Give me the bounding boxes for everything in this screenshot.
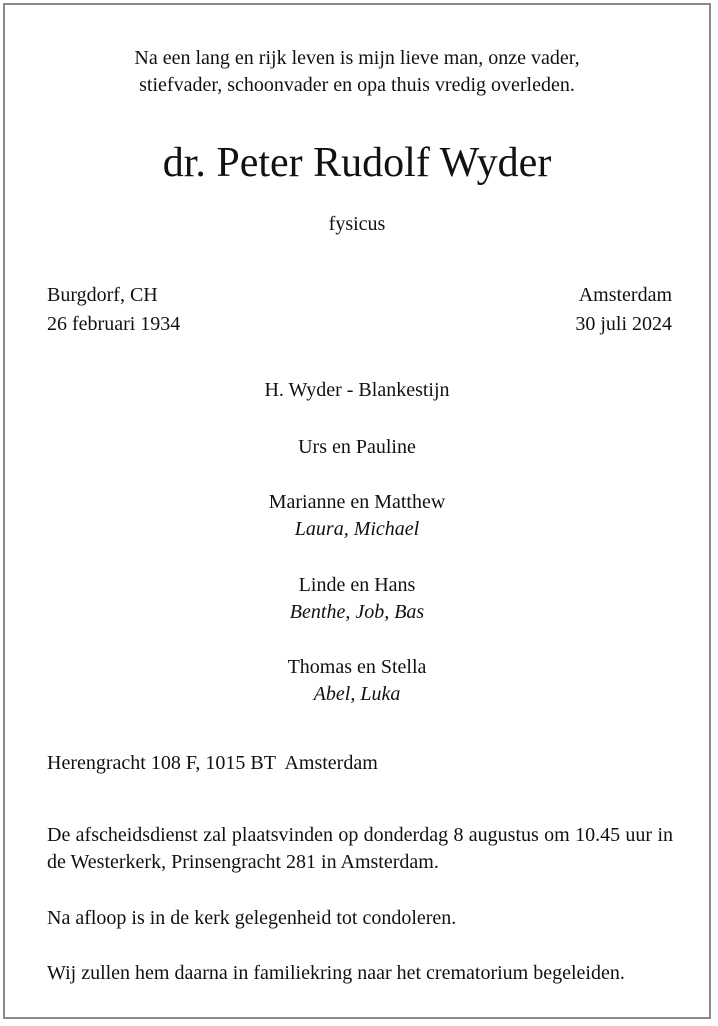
- family-grandchildren: Laura, Michael: [294, 518, 420, 540]
- family-names: Thomas en Stella: [287, 656, 427, 678]
- family-grandchildren: Benthe, Job, Bas: [289, 601, 425, 623]
- death-place: Amsterdam: [578, 284, 672, 306]
- family-grandchildren: Abel, Luka: [313, 683, 401, 705]
- service-details: De afscheidsdienst zal plaatsvinden op donderdag 8 augustus om 10.45 uur in de Westerkerk, Prinsengracht 281 in Amsterdam.: [47, 824, 673, 873]
- death-notice-card: [3, 3, 711, 1019]
- intro-line-2: stiefvader, schoonvader en opa thuis vredig overleden.: [139, 74, 575, 96]
- death-info: [575, 281, 672, 339]
- family-names: H. Wyder - Blankestijn: [264, 379, 450, 401]
- family-member-thomas: [5, 654, 709, 708]
- birth-place: Burgdorf, CH: [47, 284, 158, 306]
- family-member-marianne: [5, 489, 709, 543]
- family-names: Urs en Pauline: [298, 436, 416, 458]
- home-address: Herengracht 108 F, 1015 BT Amsterdam: [47, 752, 378, 774]
- cremation-note: Wij zullen hem daarna in familiekring naar het crematorium begeleiden.: [47, 962, 625, 984]
- family-names: Marianne en Matthew: [268, 491, 446, 513]
- family-member-urs: [5, 434, 709, 461]
- intro-text: [5, 45, 709, 99]
- family-member-spouse: [5, 377, 709, 404]
- birth-info: [47, 281, 180, 339]
- birth-date: 26 februari 1934: [47, 313, 181, 335]
- family-names: Linde en Hans: [298, 574, 416, 596]
- death-date: 30 juli 2024: [575, 313, 672, 335]
- deceased-profession: fysicus: [328, 213, 386, 235]
- intro-line-1: Na een lang en rijk leven is mijn lieve man, onze vader,: [134, 47, 580, 69]
- family-member-linde: [5, 572, 709, 626]
- condolence-note: Na afloop is in de kerk gelegenheid tot condoleren.: [47, 907, 457, 929]
- deceased-name: dr. Peter Rudolf Wyder: [162, 140, 552, 186]
